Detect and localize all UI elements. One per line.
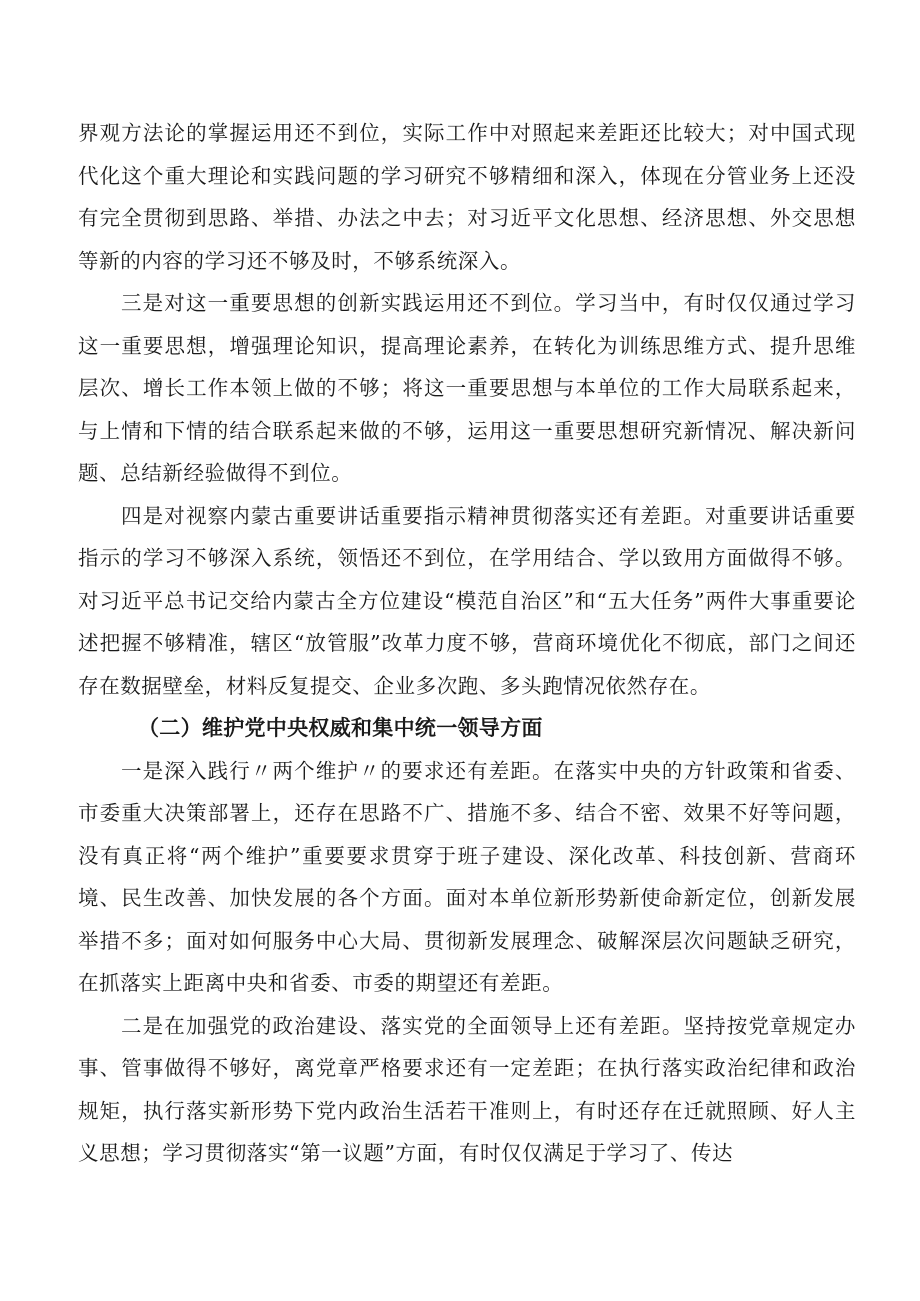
paragraph-point-four: 四是对视察内蒙古重要讲话重要指示精神贯彻落实还有差距。对重要讲话重要指示的学习不够深入系统，领悟还不到位，在学用结合、学以致用方面做得不够。对习近平总书记交给内蒙古全方位建设“模范自治区”和“五大任务”两件大事重要论述把握不够精准，辖区“放管服”改革力度不够，营商环境优化不彻底，部门之间还存在数据壁垒，材料反复提交、企业多次跑、多头跑情况依然存在。	[78, 503, 856, 698]
paragraph-section-point-one: 一是深入践行〃两个维护〃的要求还有差距。在落实中央的方针政策和省委、市委重大决策部署上，还存在思路不广、措施不多、结合不密、效果不好等问题，没有真正将“两个维护”重要要求贯穿于班子建设、深化改革、科技创新、营商环境、民生改善、加快发展的各个方面。面对本单位新形势新使命新定位，创新发展举措不多；面对如何服务中心大局、贯彻新发展理念、破解深层次问题缺乏研究，在抓落实上距离中央和省委、市委的期望还有差距。	[78, 758, 856, 995]
document-page	[78, 112, 856, 1175]
paragraph-continuation: 界观方法论的掌握运用还不到位，实际工作中对照起来差距还比较大；对中国式现代化这个重大理论和实践问题的学习研究不够精细和深入，体现在分管业务上还没有完全贯彻到思路、举措、办法之中去；对习近平文化思想、经济思想、外交思想等新的内容的学习还不够及时，不够系统深入。	[78, 121, 856, 273]
paragraph-section-point-two: 二是在加强党的政治建设、落实党的全面领导上还有差距。坚持按党章规定办事、管事做得不够好，离党章严格要求还有一定差距；在执行落实政治纪律和政治规矩，执行落实新形势下党内政治生活若干准则上，有时还存在迁就照顾、好人主义思想；学习贯彻落实“第一议题”方面，有时仅仅满足于学习了、传达	[78, 1013, 856, 1165]
section-heading: （二）维护党中央权威和集中统一领导方面	[138, 716, 543, 740]
paragraph-point-three: 三是对这一重要思想的创新实践运用还不到位。学习当中，有时仅仅通过学习这一重要思想，增强理论知识，提高理论素养，在转化为训练思维方式、提升思维层次、增长工作本领上做的不够；将这一重要思想与本单位的工作大局联系起来，与上情和下情的结合联系起来做的不够，运用这一重要思想研究新情况、解决新问题、总结新经验做得不到位。	[78, 291, 856, 485]
